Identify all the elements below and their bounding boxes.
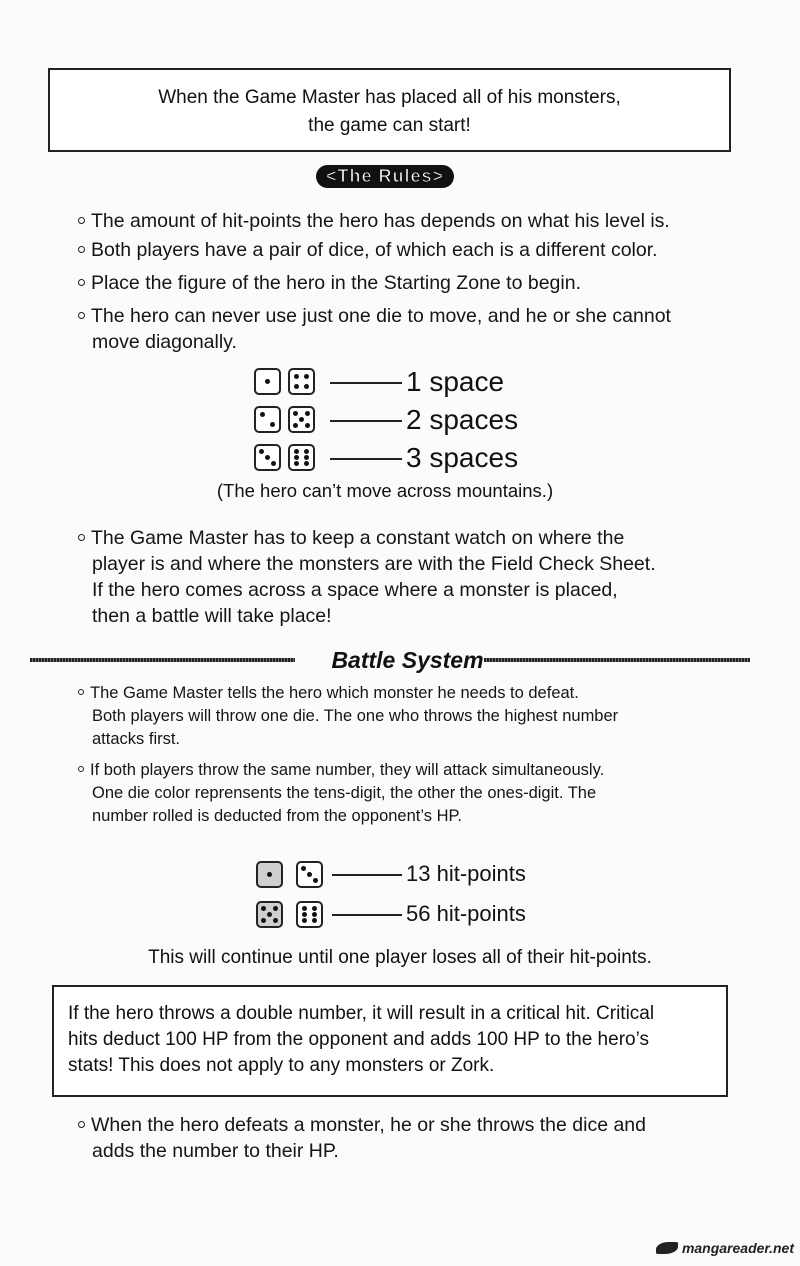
die-pip bbox=[293, 411, 298, 416]
die-icon bbox=[288, 406, 315, 433]
dash-line bbox=[330, 382, 402, 384]
die-pip bbox=[271, 461, 276, 466]
dash-line bbox=[332, 874, 402, 876]
die-pip bbox=[294, 374, 299, 379]
die-pip bbox=[302, 918, 307, 923]
die-icon bbox=[254, 368, 281, 395]
die-pip bbox=[265, 455, 270, 460]
die-pip bbox=[265, 379, 270, 384]
die-icon bbox=[296, 901, 323, 928]
die-pip bbox=[301, 866, 306, 871]
bullet-icon bbox=[78, 246, 85, 253]
movement-row bbox=[254, 442, 554, 474]
die-pip bbox=[259, 449, 264, 454]
die-pip bbox=[313, 878, 318, 883]
hp-row bbox=[256, 860, 556, 892]
hp-label: 13 hit-points bbox=[406, 861, 526, 886]
die-pip bbox=[261, 906, 266, 911]
battle-title: Battle System bbox=[331, 647, 484, 673]
divider bbox=[30, 658, 295, 662]
dash-line bbox=[332, 914, 402, 916]
die-pip bbox=[312, 912, 317, 917]
bullet-icon bbox=[78, 279, 85, 286]
die-pip bbox=[312, 918, 317, 923]
die-icon bbox=[254, 406, 281, 433]
die-pip bbox=[273, 906, 278, 911]
bullet-icon bbox=[78, 312, 85, 319]
die-pip bbox=[307, 872, 312, 877]
dash-line bbox=[330, 458, 402, 460]
dash-line bbox=[330, 420, 402, 422]
intro-box bbox=[48, 68, 731, 152]
movement-row bbox=[254, 404, 554, 436]
intro-line-1: When the Game Master has placed all of his monsters, bbox=[158, 87, 621, 108]
hp-row bbox=[256, 900, 556, 932]
bullet-icon bbox=[78, 534, 85, 541]
battle-rule: The Game Master tells the hero which monster he needs to defeat. Both players will throw one die. The one who throws the highest number attacks first. bbox=[78, 682, 618, 751]
die-pip bbox=[273, 918, 278, 923]
die-pip bbox=[299, 417, 304, 422]
bird-logo-icon bbox=[656, 1242, 678, 1254]
movement-note: (The hero can’t move across mountains.) bbox=[216, 480, 554, 501]
critical-text: If the hero throws a double number, it will result in a critical hit. Critical hits deduct 100 HP from the opponent and adds 100 HP to the hero’s stats! This does not apply to any monsters or Zork. bbox=[68, 1003, 655, 1076]
movement-row bbox=[254, 366, 554, 398]
die-pip bbox=[305, 411, 310, 416]
battle-header bbox=[30, 645, 750, 675]
battle-rule: If both players throw the same number, they will attack simultaneously. One die color reprensents the tens-digit, the other the ones-digit. The number rolled is deducted from the opponent’s HP. bbox=[78, 759, 604, 828]
die-pip bbox=[304, 374, 309, 379]
die-pip bbox=[305, 423, 310, 428]
bullet-icon bbox=[78, 689, 84, 695]
die-pip bbox=[304, 461, 309, 466]
rule-item: The amount of hit-points the hero has depends on what his level is. bbox=[78, 208, 670, 234]
hp-label: 56 hit-points bbox=[406, 901, 526, 926]
die-icon bbox=[256, 861, 283, 888]
bullet-icon bbox=[78, 217, 85, 224]
rule-item: The hero can never use just one die to move, and he or she cannot move diagonally. bbox=[78, 303, 671, 355]
die-pip bbox=[294, 384, 299, 389]
movement-label: 1 space bbox=[406, 366, 505, 397]
die-pip bbox=[293, 423, 298, 428]
rules-title-text: <The Rules> bbox=[316, 165, 454, 188]
die-pip bbox=[261, 918, 266, 923]
die-icon bbox=[288, 444, 315, 471]
die-icon bbox=[288, 368, 315, 395]
critical-hit-box bbox=[52, 985, 728, 1097]
die-pip bbox=[267, 912, 272, 917]
die-pip bbox=[294, 461, 299, 466]
intro-line-2: the game can start! bbox=[308, 115, 471, 136]
die-pip bbox=[270, 422, 275, 427]
die-pip bbox=[302, 912, 307, 917]
die-icon bbox=[256, 901, 283, 928]
gm-rule: The Game Master has to keep a constant watch on where the player is and where the monsters are with the Field Check Sheet. If the hero comes across a space where a monster is placed, then a battle will take place! bbox=[78, 525, 656, 629]
die-pip bbox=[304, 455, 309, 460]
die-icon bbox=[296, 861, 323, 888]
continue-text: This will continue until one player loses all of their hit-points. bbox=[148, 947, 652, 968]
rule-item: Both players have a pair of dice, of which each is a different color. bbox=[78, 237, 658, 263]
die-pip bbox=[294, 449, 299, 454]
movement-label: 2 spaces bbox=[406, 404, 519, 435]
die-pip bbox=[302, 906, 307, 911]
bullet-icon bbox=[78, 1121, 85, 1128]
divider bbox=[484, 658, 750, 662]
die-pip bbox=[304, 384, 309, 389]
bullet-icon bbox=[78, 766, 84, 772]
rule-item: Place the figure of the hero in the Starting Zone to begin. bbox=[78, 270, 581, 296]
die-pip bbox=[304, 449, 309, 454]
rules-title bbox=[0, 165, 770, 188]
watermark: mangareader.net bbox=[656, 1240, 794, 1256]
movement-label: 3 spaces bbox=[406, 442, 519, 473]
die-pip bbox=[312, 906, 317, 911]
die-pip bbox=[260, 412, 265, 417]
die-icon bbox=[254, 444, 281, 471]
defeat-rule: When the hero defeats a monster, he or she throws the dice and adds the number to their HP. bbox=[78, 1112, 646, 1164]
die-pip bbox=[294, 455, 299, 460]
die-pip bbox=[267, 872, 272, 877]
